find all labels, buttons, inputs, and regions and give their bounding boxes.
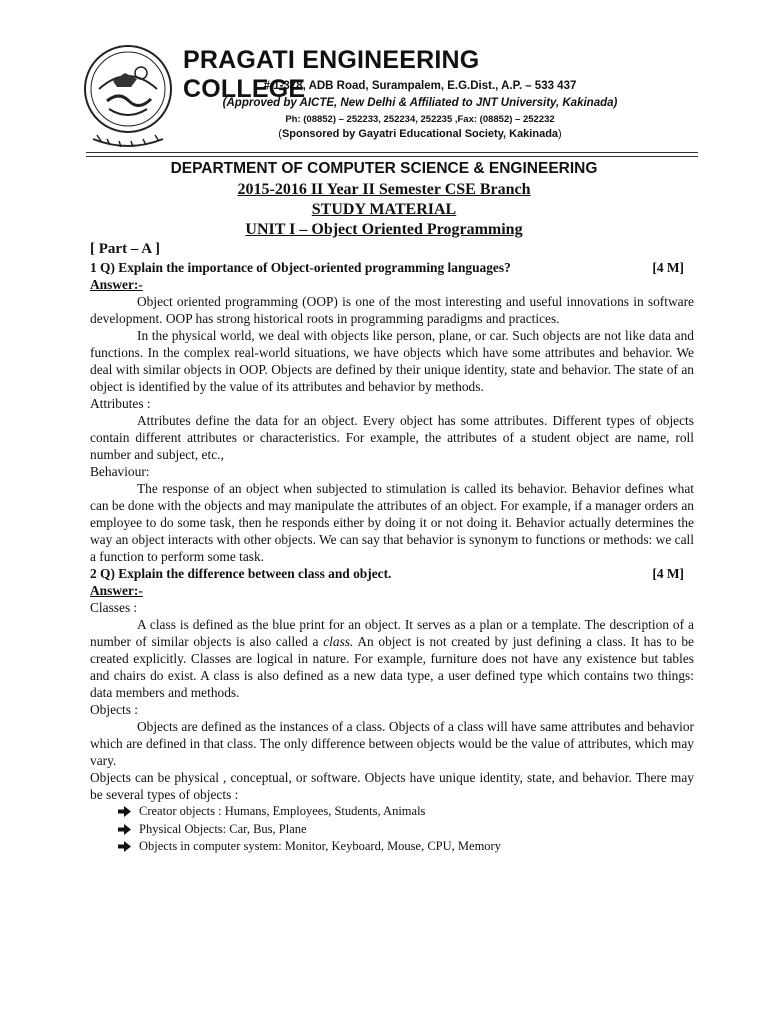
college-address: # 1-378, ADB Road, Surampalem, E.G.Dist., A.P. – 533 437 — [263, 80, 577, 92]
objects-paragraph: Objects are defined as the instances of a class. Objects of a class will have same attributes and behavior which are defined in that class. The only difference between objects would be the value of attributes, which may vary. — [90, 719, 694, 768]
answer-1-label: Answer:- — [90, 277, 143, 292]
behaviour-paragraph: The response of an object when subjected to stimulation is called its behavior. Behavior defines what can be done with the objects and may manipulate the attributes of an object. For example, if a manager orders an employee to do some task, then he responds either by doing it or not doing it. Behavior actually determines the way an object interacts with other objects. We can say that behavior is synonym to functions or methods: we call a function to perform some task. — [90, 481, 694, 564]
classes-paragraph — [90, 616, 694, 701]
year-line: 2015-2016 II Year II Semester CSE Branch — [237, 181, 531, 198]
list-item-text: Physical Objects: Car, Bus, Plane — [139, 821, 307, 836]
header-rule-top — [86, 152, 698, 153]
list-item-text: Creator objects : Humans, Employees, Students, Animals — [139, 804, 426, 818]
arrow-bullet-icon — [118, 824, 131, 835]
arrow-bullet-icon — [118, 806, 131, 817]
attributes-paragraph: Attributes define the data for an object. Every object has some attributes. Different types of objects contain different attributes or characteristics. For example, the attributes of a student object are name, roll number and subject, etc., — [90, 413, 694, 462]
letterhead — [0, 0, 768, 160]
header-rule-bottom — [86, 156, 698, 157]
sponsor-close: ) — [558, 128, 562, 140]
question-2-text: 2 Q) Explain the difference between class and object. — [90, 566, 392, 581]
approval-line: (Approved by AICTE, New Delhi & Affiliated to JNT University, Kakinada) — [222, 97, 618, 109]
department-title: DEPARTMENT OF COMPUTER SCIENCE & ENGINEERING — [170, 160, 598, 177]
question-2-marks: [4 M] — [652, 566, 684, 581]
list-item-text: Objects in computer system: Monitor, Keyboard, Mouse, CPU, Memory — [139, 839, 501, 853]
question-1-marks: [4 M] — [652, 260, 684, 275]
arrow-bullet-icon — [118, 841, 131, 852]
objects-heading: Objects : — [90, 702, 138, 717]
part-heading: [ Part – A ] — [90, 241, 160, 257]
list-item — [118, 838, 694, 856]
attributes-heading: Attributes : — [90, 396, 151, 411]
object-types-list — [118, 803, 694, 856]
list-item — [118, 803, 694, 821]
answer-1-paragraph-1: Object oriented programming (OOP) is one of the most interesting and useful innovations in software development. OOP has strong historical roots in programming paradigms and practices. — [90, 294, 694, 326]
sponsor-line — [160, 128, 680, 140]
answer-2-label: Answer:- — [90, 583, 143, 598]
behaviour-heading: Behaviour: — [90, 464, 150, 479]
phone-line: Ph: (08852) – 252233, 252234, 252235 ,Fax: (08852) – 252232 — [285, 114, 555, 125]
classes-text-b: An object is not created by just defining a class. It has to be created explicitly. Classes are logical in nature. For example, furniture does not have any existence but tables and chairs do exist. A class is also defined as a new data type, a user defined type which contains two things: data members and methods. — [90, 634, 694, 700]
unit-line: UNIT I – Object Oriented Programming — [245, 221, 523, 238]
classes-text-a: A class is defined as the blue print for an object. It serves as a plan or a template. The description of a number of similar objects is also called a — [90, 617, 694, 649]
material-line: STUDY MATERIAL — [311, 201, 457, 218]
classes-heading: Classes : — [90, 600, 138, 615]
objects-kinds-paragraph: Objects can be physical , conceptual, or software. Objects have unique identity, state, and behavior. There may be several types of objects : — [90, 770, 694, 802]
college-name: PRAGATI ENGINEERING COLLEGE — [183, 46, 480, 103]
question-1-text: 1 Q) Explain the importance of Object-oriented programming languages? — [90, 260, 511, 275]
question-2 — [90, 565, 694, 582]
answer-1-paragraph-2: In the physical world, we deal with objects like person, plane, or car. Such objects are not like data and functions. In the complex real-world situations, we have objects which have some attributes and behavior. We deal with similar objects in OOP. Objects are defined by their unique identity, state and behavior. The state of an object is identified by the value of its attributes and behavior by methods. — [90, 328, 694, 394]
document-body — [90, 240, 694, 856]
list-item — [118, 821, 694, 839]
classes-text-class: class. — [323, 634, 354, 649]
sponsor-text: Sponsored by Gayatri Educational Society, Kakinada — [281, 128, 559, 140]
sponsor-open: ( — [278, 128, 282, 140]
question-1 — [90, 259, 694, 276]
